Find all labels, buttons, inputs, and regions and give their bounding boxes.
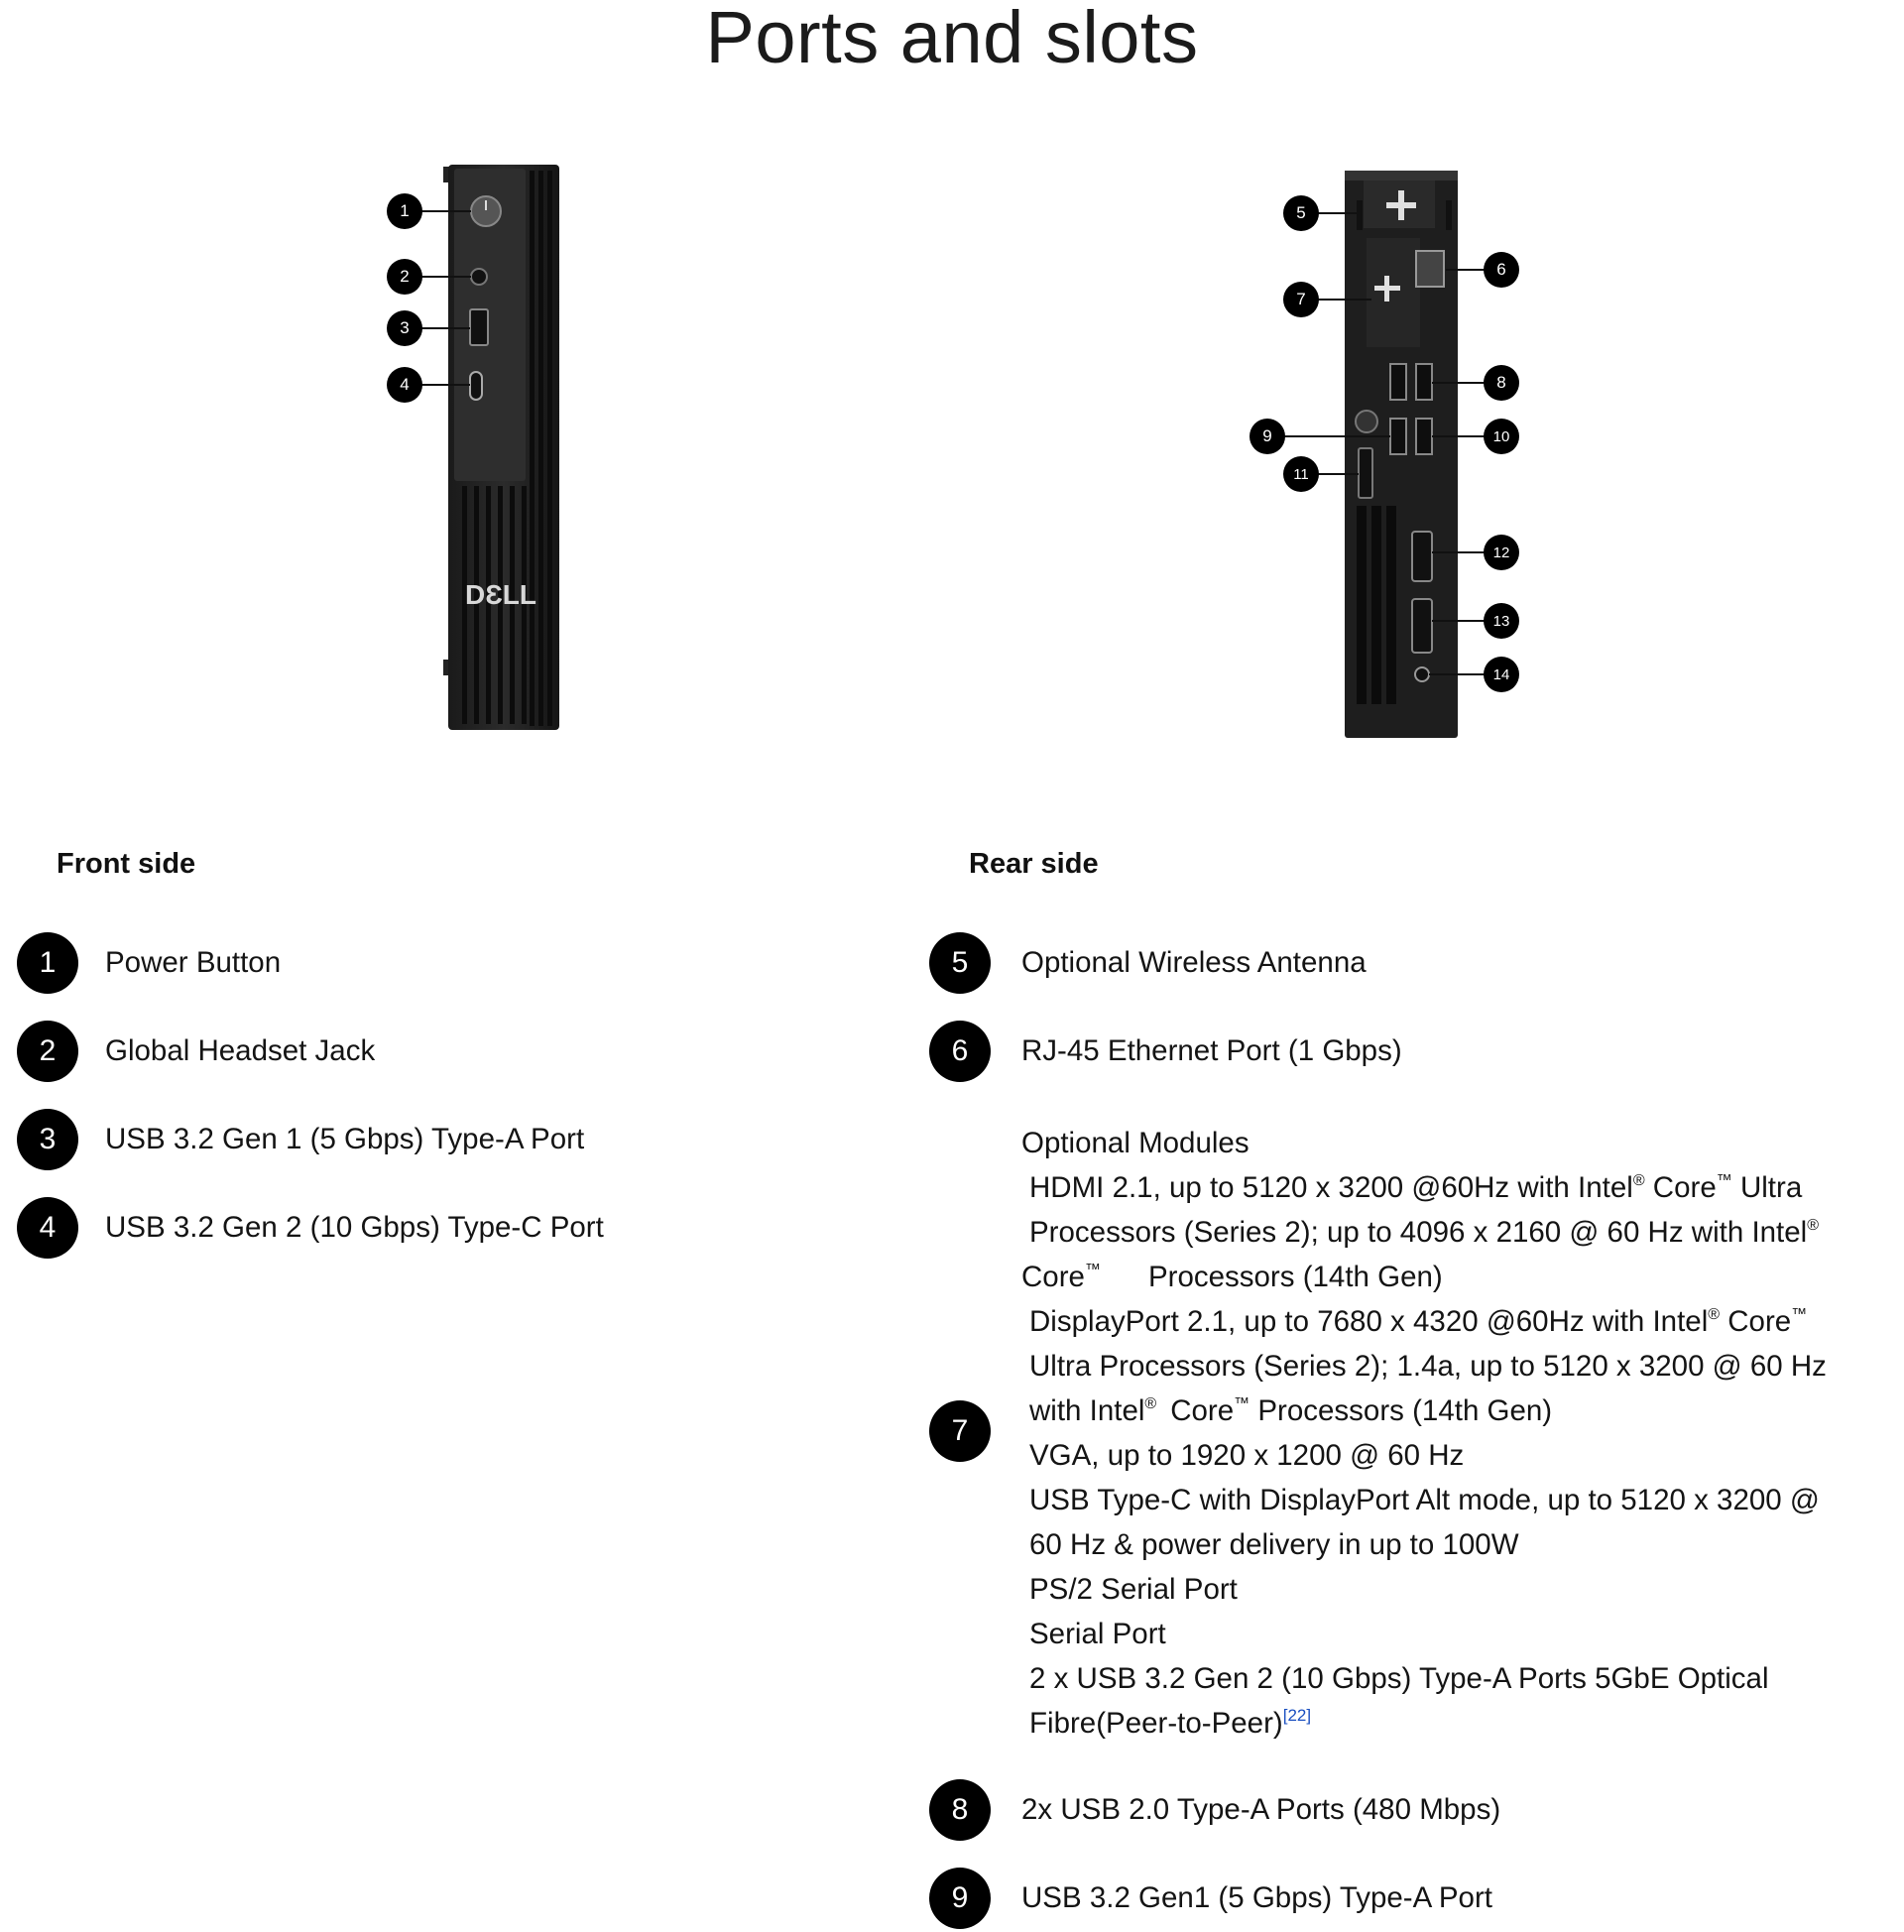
rear-callout-6: 6 <box>1484 252 1519 288</box>
rear-item-label: RJ-45 Ethernet Port (1 Gbps) <box>1021 1034 1402 1067</box>
front-item-number: 2 <box>17 1021 78 1082</box>
footnote-link[interactable]: [22] <box>1282 1706 1312 1725</box>
rear-callout-10: 10 <box>1484 419 1519 454</box>
rear-item-number: 6 <box>929 1021 991 1082</box>
page-title: Ports and slots <box>705 0 1199 78</box>
front-item-label: Global Headset Jack <box>105 1034 376 1067</box>
rear-item-label: USB 3.2 Gen1 (5 Gbps) Type-A Port <box>1021 1881 1492 1914</box>
front-callout-4: 4 <box>387 367 422 403</box>
rear-callout-5: 5 <box>1283 195 1319 231</box>
front-callout-2: 2 <box>387 259 422 295</box>
module-vga: VGA, up to 1920 x 1200 @ 60 Hz <box>1029 1439 1465 1472</box>
front-item-number: 4 <box>17 1197 78 1259</box>
rear-device-image <box>1248 159 1545 754</box>
front-device-image <box>367 159 585 744</box>
front-item-label: Power Button <box>105 946 282 979</box>
brand-logo: DƐLL <box>465 579 536 610</box>
front-callout-3: 3 <box>387 310 422 346</box>
module-usb-fibre: 2 x USB 3.2 Gen 2 (10 Gbps) Type-A Ports 5GbE Optical Fibre(Peer-to-Peer)[22] <box>1029 1662 1769 1740</box>
optional-modules-block <box>1021 1121 1835 1746</box>
rear-item-label: Optional Wireless Antenna <box>1021 946 1367 979</box>
rear-callout-13: 13 <box>1484 603 1519 639</box>
front-item-number: 1 <box>17 932 78 994</box>
module-usb-c: USB Type-C with DisplayPort Alt mode, up to 5120 x 3200 @ 60 Hz & power delivery in up to 100W <box>1029 1484 1820 1561</box>
rear-item-label: 2x USB 2.0 Type-A Ports (480 Mbps) <box>1021 1793 1501 1826</box>
module-displayport: DisplayPort 2.1, up to 7680 x 4320 @60Hz with Intel® Core™ Ultra Processors (Series 2); 1.4a, up to 5120 x 3200 @ 60 Hz with Intel® Core™ Processors (14th Gen) <box>1029 1305 1827 1427</box>
rear-item-number: 5 <box>929 932 991 994</box>
optional-modules-title: Optional Modules <box>1021 1127 1250 1159</box>
front-side-heading: Front side <box>57 848 196 880</box>
front-item-label: USB 3.2 Gen 1 (5 Gbps) Type-A Port <box>105 1123 585 1155</box>
rear-callout-12: 12 <box>1484 535 1519 570</box>
rear-callout-11: 11 <box>1283 456 1319 492</box>
module-serial: Serial Port <box>1029 1618 1166 1650</box>
rear-callout-8: 8 <box>1484 365 1519 401</box>
front-item-number: 3 <box>17 1109 78 1170</box>
front-item-label: USB 3.2 Gen 2 (10 Gbps) Type-C Port <box>105 1211 604 1244</box>
module-hdmi: HDMI 2.1, up to 5120 x 3200 @60Hz with Intel® Core™ Ultra Processors (Series 2); up to 4096 x 2160 @ 60 Hz with Intel® Core™ Processors (14th Gen) <box>1021 1171 1820 1293</box>
rear-callout-14: 14 <box>1484 657 1519 692</box>
rear-item-number: 8 <box>929 1779 991 1841</box>
rear-side-heading: Rear side <box>969 848 1099 880</box>
rear-item-number: 9 <box>929 1868 991 1929</box>
rear-callout-7: 7 <box>1283 282 1319 317</box>
rear-callout-9: 9 <box>1250 419 1285 454</box>
front-callout-1: 1 <box>387 193 422 229</box>
module-ps2: PS/2 Serial Port <box>1029 1573 1238 1606</box>
rear-item-number: 7 <box>929 1400 991 1462</box>
